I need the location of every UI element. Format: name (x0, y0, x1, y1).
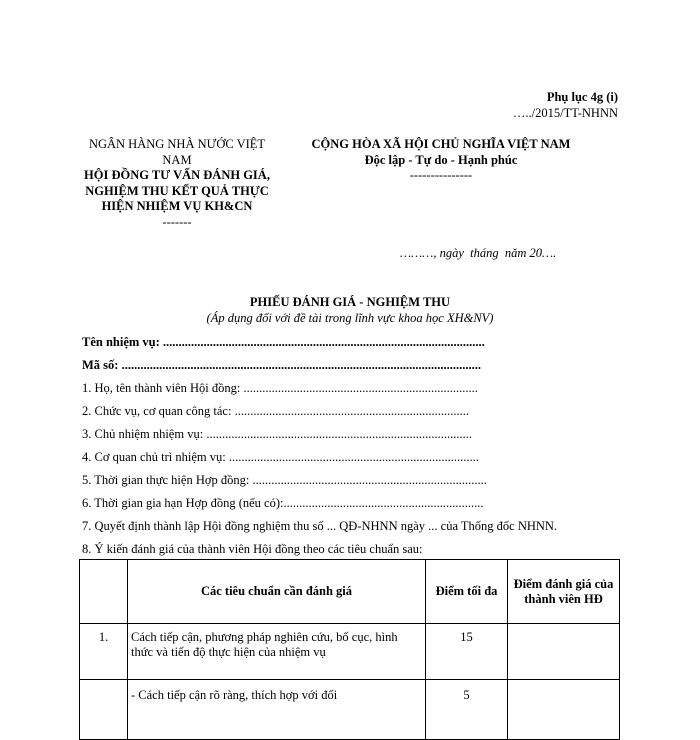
field-label: 2. Chức vụ, cơ quan công tác: (82, 404, 235, 418)
council-line-3: HIỆN NHIỆM VỤ KH&CN (101, 199, 253, 213)
row-max-score: 5 (426, 680, 508, 740)
row-number (80, 680, 128, 740)
left-header (82, 137, 272, 230)
field-label: 4. Cơ quan chủ trì nhiệm vụ: (82, 450, 229, 464)
header-criteria: Các tiêu chuẩn cần đánh giá (128, 560, 426, 624)
field-contract-period (82, 473, 642, 488)
field-label: Mã số: (82, 358, 122, 372)
header-number (80, 560, 128, 624)
header-max-score: Điểm tối đa (426, 560, 508, 624)
date-line: ………, ngày tháng năm 20…. (400, 246, 557, 260)
field-fill: ........................................................................... (252, 473, 487, 487)
field-extension (82, 496, 642, 511)
row-number: 1. (80, 624, 128, 680)
table-header-row (80, 560, 620, 624)
row-member-score[interactable] (508, 680, 620, 740)
field-decision (82, 519, 642, 534)
document-number: …../2015/TT-NHNN (512, 106, 618, 120)
field-fill: ................................................................................................................... (121, 358, 481, 372)
field-fill: ................................................................................ (228, 450, 479, 464)
nation-name: CỘNG HÒA XÃ HỘI CHỦ NGHĨA VIỆT NAM (311, 137, 571, 151)
field-label: 3. Chủ nhiệm nhiệm vụ: (82, 427, 207, 441)
field-label: 6. Thời gian gia hạn Hợp đồng (nếu có): (82, 496, 284, 510)
row-criterion: - Cách tiếp cận rõ ràng, thích hợp với đối (128, 680, 426, 740)
field-code (82, 358, 642, 373)
field-label: 8. Ý kiến đánh giá của thành viên Hội đồng theo các tiêu chuẩn sau: (82, 542, 423, 556)
row-criterion: Cách tiếp cận, phương pháp nghiên cứu, bố cục, hình thức và tiến độ thực hiện của nhiệm vụ (128, 624, 426, 680)
organization-name: NGÂN HÀNG NHÀ NƯỚC VIỆT NAM (88, 137, 266, 167)
appendix-label: Phụ lục 4g (i) (546, 90, 618, 104)
right-header (306, 137, 576, 184)
field-fill: ........................................................................... (234, 404, 469, 418)
field-fill: ..................................................................................... (206, 427, 472, 441)
field-label: Tên nhiệm vụ: (82, 335, 163, 349)
right-divider: --------------- (409, 168, 473, 182)
form-title: PHIẾU ĐÁNH GIÁ - NGHIỆM THU (249, 295, 451, 309)
field-label: 5. Thời gian thực hiện Hợp đồng: (82, 473, 253, 487)
council-line-1: HỘI ĐỒNG TƯ VẤN ĐÁNH GIÁ, (84, 168, 270, 182)
criteria-table (79, 559, 620, 740)
field-label: 1. Họ, tên thành viên Hội đồng: (82, 381, 244, 395)
field-task-leader (82, 427, 642, 442)
row-member-score[interactable] (508, 624, 620, 680)
table-row (80, 680, 620, 740)
council-line-2: NGHIỆM THU KẾT QUẢ THỰC (85, 183, 269, 198)
field-fill: ................................................................ (283, 496, 484, 510)
field-fill: ........................................................................... (243, 381, 478, 395)
field-member-name (82, 381, 642, 396)
field-opinion-intro (82, 542, 642, 557)
national-motto: Độc lập - Tự do - Hạnh phúc (364, 152, 518, 167)
field-label: 7. Quyết định thành lập Hội đồng nghiệm thu số ... QĐ-NHNN ngày ... của Thống đốc NHNN. (82, 519, 558, 533)
field-position (82, 404, 642, 419)
table-row (80, 624, 620, 680)
row-max-score: 15 (426, 624, 508, 680)
field-task-name (82, 335, 642, 350)
form-subtitle: (Áp dụng đối với đề tài trong lĩnh vực khoa học XH&NV) (206, 311, 494, 325)
left-divider: ------- (162, 214, 192, 229)
field-host-agency (82, 450, 642, 465)
header-member-score: Điểm đánh giá của thành viên HĐ (508, 560, 620, 624)
field-fill: ....................................................................................................... (162, 335, 485, 349)
